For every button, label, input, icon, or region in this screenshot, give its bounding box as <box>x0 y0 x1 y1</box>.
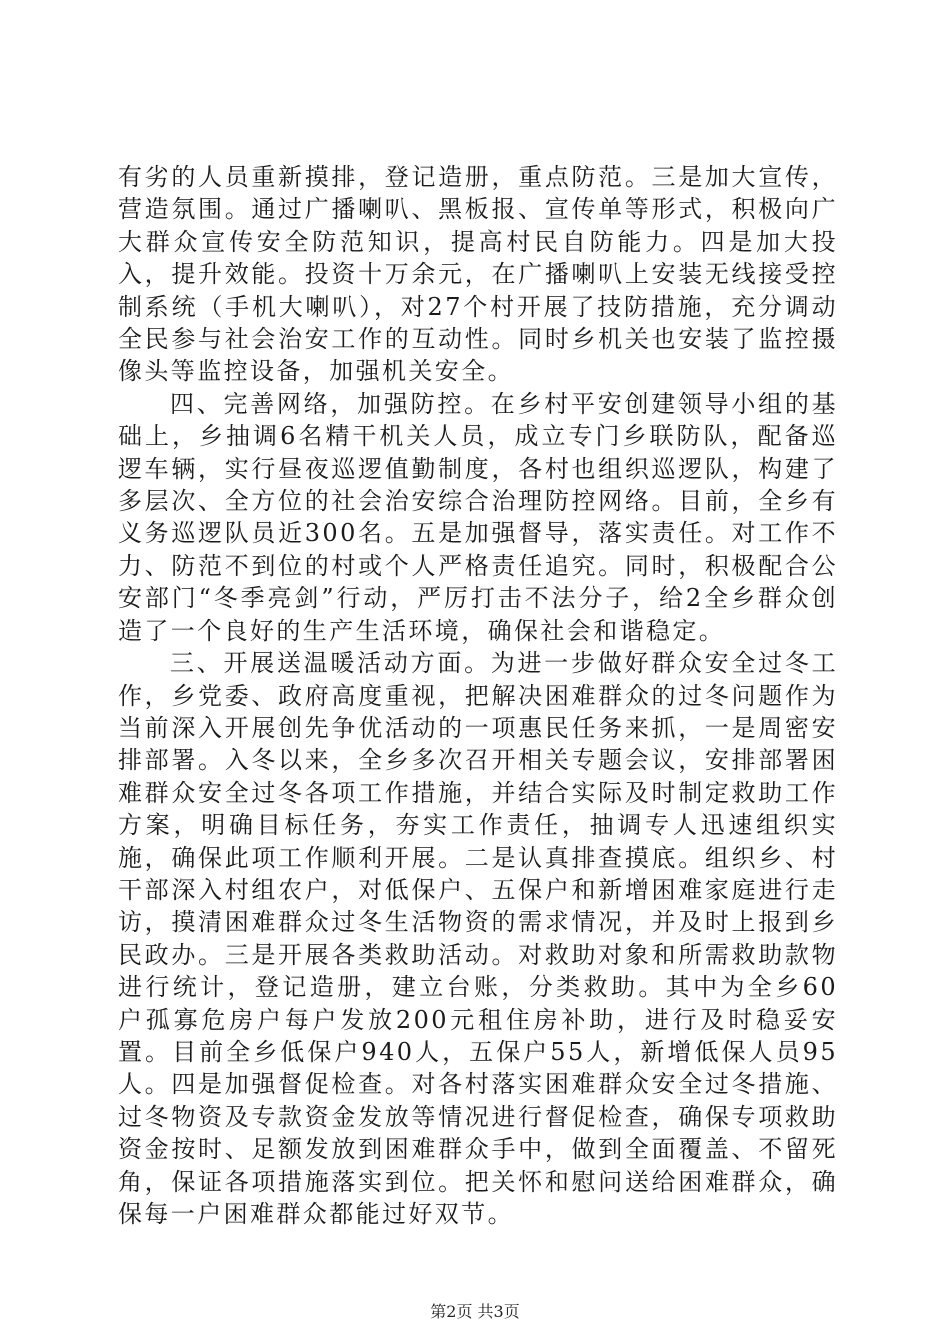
paragraph-continuation: 有劣的人员重新摸排，登记造册，重点防范。三是加大宣传，营造氛围。通过广播喇叭、黑板报、宣传单等形式，积极向广大群众宣传安全防范知识，提高村民自防能力。四是加大投入，提升效能。投资十万余元，在广播喇叭上安装无线接受控制系统（手机大喇叭），对27个村开展了技防措施，充分调动全民参与社会治安工作的互动性。同时乡机关也安装了监控摄像头等监控设备，加强机关安全。 <box>118 163 838 386</box>
document-body <box>118 161 838 1230</box>
paragraph-section-four: 四、完善网络，加强防控。在乡村平安创建领导小组的基础上，乡抽调6名精干机关人员，成立专门乡联防队，配备巡逻车辆，实行昼夜巡逻值勤制度，各村也组织巡逻队，构建了多层次、全方位的社会治安综合治理防控网络。目前，全乡有义务巡逻队员近300名。五是加强督导，落实责任。对工作不力、防范不到位的村或个人严格责任追究。同时，积极配合公安部门“冬季亮剑”行动，严厉打击不法分子，给2全乡群众创造了一个良好的生产生活环境，确保社会和谐稳定。 <box>118 389 838 645</box>
page-footer: 第2页 共3页 <box>430 1302 520 1321</box>
paragraph-section-three: 三、开展送温暖活动方面。为进一步做好群众安全过冬工作，乡党委、政府高度重视，把解决困难群众的过冬问题作为当前深入开展创先争优活动的一项惠民任务来抓，一是周密安排部署。入冬以来，全乡多次召开相关专题会议，安排部署困难群众安全过冬各项工作措施，并结合实际及时制定救助工作方案，明确目标任务，夯实工作责任，抽调专人迅速组织实施，确保此项工作顺利开展。二是认真排查摸底。组织乡、村干部深入村组农户，对低保户、五保户和新增困难家庭进行走访，摸清困难群众过冬生活物资的需求情况，并及时上报到乡民政办。三是开展各类救助活动。对救助对象和所需救助款物进行统计，登记造册，建立台账，分类救助。其中为全乡60户孤寡危房户每户发放200元租住房补助，进行及时稳妥安置。目前全乡低保户940人，五保户55人，新增低保人员95人。四是加强督促检查。对各村落实困难群众安全过冬措施、过冬物资及专款资金发放等情况进行督促检查，确保专项救助资金按时、足额发放到困难群众手中，做到全面覆盖、不留死角，保证各项措施落实到位。把关怀和慰问送给困难群众，确保每一户困难群众都能过好双节。 <box>118 649 838 1228</box>
